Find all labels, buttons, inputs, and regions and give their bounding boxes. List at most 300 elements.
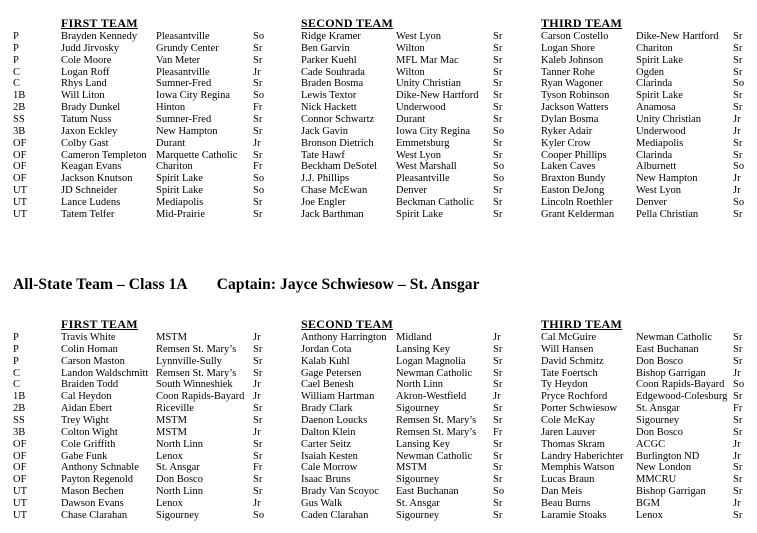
player-school: Remsen St. Mary’s <box>396 414 477 426</box>
player-school: St. Ansgar <box>156 462 200 474</box>
position-label: C <box>13 78 21 90</box>
player-name: J.J. Phillips <box>301 173 350 185</box>
player-name: Keagan Evans <box>61 161 122 173</box>
player-name: Carson Maston <box>61 355 125 367</box>
player-school: Beckman Catholic <box>396 196 474 208</box>
player-year: Fr <box>493 426 503 438</box>
player-name: Ben Garvin <box>301 42 350 54</box>
player-school: Pleasantville <box>156 66 210 78</box>
player-name: Dawson Evans <box>61 497 124 509</box>
player-name: Tatum Nuss <box>61 113 112 125</box>
player-name: Cade Souhrada <box>301 66 365 78</box>
player-name: Lance Ludens <box>61 196 121 208</box>
player-name: Tatem Telfer <box>61 208 115 220</box>
player-year: Sr <box>493 414 503 426</box>
position-label: P <box>13 31 19 42</box>
player-school: Pleasantville <box>396 173 450 185</box>
player-school: Spirit Lake <box>636 54 683 66</box>
player-school: Sumner-Fred <box>156 113 212 125</box>
player-school: Don Bosco <box>156 474 203 486</box>
position-label: OF <box>13 149 27 161</box>
player-school: Unity Christian <box>396 78 462 90</box>
player-name: Nick Hackett <box>301 102 357 114</box>
position-label: OF <box>13 173 27 185</box>
player-year: Sr <box>253 42 263 54</box>
player-year: Jr <box>253 332 261 343</box>
player-name: Laramie Stoaks <box>541 509 607 521</box>
player-name: Isaac Bruns <box>301 474 351 486</box>
player-year: Sr <box>253 149 263 161</box>
player-year: Jr <box>733 438 741 450</box>
player-school: Denver <box>396 185 427 197</box>
player-name: Cole Moore <box>61 54 112 66</box>
player-school: Durant <box>396 113 426 125</box>
position-label: P <box>13 343 19 355</box>
player-year: So <box>493 173 505 185</box>
player-year: Sr <box>733 54 743 66</box>
player-school: West Lyon <box>396 31 441 42</box>
player-name: Dylan Bosma <box>541 113 599 125</box>
player-name: Chase McEwan <box>301 185 368 197</box>
player-name: Daenon Loucks <box>301 414 368 426</box>
player-name: Anthony Harrington <box>301 332 387 343</box>
player-school: Marquette Catholic <box>156 149 238 161</box>
player-year: Sr <box>253 486 263 498</box>
player-year: Sr <box>253 367 263 379</box>
player-name: Cal Heydon <box>61 391 112 403</box>
player-year: So <box>253 185 265 197</box>
player-name: Kaleb Johnson <box>541 54 604 66</box>
player-name: JD Schneider <box>61 185 118 197</box>
player-name: Tyson Robinson <box>541 90 610 102</box>
player-name: Ryan Wagoner <box>541 78 603 90</box>
position-label: UT <box>13 486 27 498</box>
position-label: UT <box>13 497 27 509</box>
player-year: Sr <box>733 343 743 355</box>
player-year: Sr <box>493 474 503 486</box>
player-school: Lenox <box>636 509 663 521</box>
player-name: Rhys Land <box>61 78 107 90</box>
player-name: Tanner Rohe <box>541 66 595 78</box>
player-name: Connor Schwartz <box>301 113 375 125</box>
player-school: MSTM <box>156 414 187 426</box>
player-school: North Linn <box>156 486 203 498</box>
player-name: Braiden Todd <box>61 379 119 391</box>
player-school: Spirit Lake <box>156 185 203 197</box>
player-name: Tate Foertsch <box>541 367 598 379</box>
player-school: Remsen St. Mary’s <box>156 343 237 355</box>
player-name: Easton DeJong <box>541 185 605 197</box>
player-name: Beau Burns <box>541 497 591 509</box>
player-name: Will Hansen <box>541 343 594 355</box>
player-school: Don Bosco <box>636 355 683 367</box>
player-year: Sr <box>733 332 743 343</box>
player-name: Braxton Bundy <box>541 173 606 185</box>
player-school: New Hampton <box>636 173 698 185</box>
player-school: Sigourney <box>636 414 680 426</box>
position-label: 2B <box>13 102 26 114</box>
player-school: West Marshall <box>396 161 457 173</box>
player-year: Sr <box>493 403 503 415</box>
player-name: Bronson Dietrich <box>301 137 374 149</box>
player-school: Newman Catholic <box>396 367 473 379</box>
player-school: Sigourney <box>156 509 200 521</box>
player-school: Bishop Garrigan <box>636 486 706 498</box>
position-label: 1B <box>13 90 26 102</box>
player-year: Sr <box>493 185 503 197</box>
player-school: Coon Rapids-Bayard <box>636 379 725 391</box>
player-name: Joe Engler <box>301 196 346 208</box>
player-year: Jr <box>253 391 261 403</box>
player-school: St. Ansgar <box>396 497 440 509</box>
player-name: Laken Caves <box>541 161 596 173</box>
player-name: Jackson Knutson <box>61 173 133 185</box>
player-name: Aidan Ebert <box>61 403 113 415</box>
player-year: Sr <box>493 54 503 66</box>
position-label: OF <box>13 438 27 450</box>
player-school: Van Meter <box>156 54 201 66</box>
player-name: Lincoln Roethler <box>541 196 613 208</box>
player-year: Jr <box>253 426 261 438</box>
player-year: Sr <box>493 196 503 208</box>
player-year: Sr <box>253 125 263 137</box>
player-name: Braden Bosma <box>301 78 364 90</box>
player-school: MSTM <box>156 426 187 438</box>
player-year: Sr <box>493 497 503 509</box>
player-school: Lansing Key <box>396 438 450 450</box>
player-year: Jr <box>733 367 741 379</box>
player-name: Cole McKay <box>541 414 595 426</box>
player-school: North Linn <box>156 438 203 450</box>
player-school: Dike-New Hartford <box>636 31 719 42</box>
player-name: Landon Waldschmitt <box>61 367 149 379</box>
position-label: C <box>13 367 21 379</box>
position-label: OF <box>13 474 27 486</box>
player-school: West Lyon <box>636 185 681 197</box>
player-school: Sigourney <box>396 474 440 486</box>
player-school: Clarinda <box>636 78 673 90</box>
player-name: Ty Heydon <box>541 379 588 391</box>
player-name: Caden Clarahan <box>301 509 369 521</box>
player-name: Porter Schwiesow <box>541 403 618 415</box>
player-name: Judd Jirvosky <box>61 42 120 54</box>
player-year: Sr <box>733 509 743 521</box>
player-year: Sr <box>493 450 503 462</box>
player-year: Sr <box>253 343 263 355</box>
player-year: Sr <box>253 113 263 125</box>
player-year: Sr <box>733 149 743 161</box>
player-year: Sr <box>493 462 503 474</box>
player-year: Fr <box>733 403 743 415</box>
player-name: Payton Regenold <box>61 474 134 486</box>
player-year: Sr <box>493 42 503 54</box>
position-label: C <box>13 66 21 78</box>
player-school: Underwood <box>396 102 446 114</box>
player-name: Brady Clark <box>301 403 353 415</box>
player-year: Sr <box>493 509 503 521</box>
position-label: P <box>13 332 19 343</box>
player-school: Mediapolis <box>636 137 684 149</box>
bottom-first-team-heading: FIRST TEAM <box>61 317 138 331</box>
player-year: Sr <box>493 208 503 220</box>
player-name: Logan Roff <box>61 66 110 78</box>
player-school: Denver <box>636 196 667 208</box>
player-year: Sr <box>253 54 263 66</box>
player-name: Travis White <box>61 332 116 343</box>
player-school: MFL Mar Mac <box>396 54 459 66</box>
player-name: Anthony Schnable <box>61 462 139 474</box>
bottom-third-team-heading: THIRD TEAM <box>541 317 623 331</box>
player-year: So <box>253 173 265 185</box>
player-school: Riceville <box>156 403 194 415</box>
player-school: New London <box>636 462 692 474</box>
player-name: Cael Benesh <box>301 379 354 391</box>
player-school: South Winneshiek <box>156 379 233 391</box>
player-year: Sr <box>493 343 503 355</box>
player-year: So <box>733 161 745 173</box>
position-label: UT <box>13 208 27 220</box>
player-name: Jordan Cota <box>301 343 352 355</box>
player-school: Newman Catholic <box>636 332 713 343</box>
player-name: Mason Bechen <box>61 486 124 498</box>
player-name: Logan Shore <box>541 42 595 54</box>
player-school: Burlington ND <box>636 450 700 462</box>
player-name: Parker Kuehl <box>301 54 357 66</box>
player-name: Memphis Watson <box>541 462 615 474</box>
player-school: Midland <box>396 332 432 343</box>
player-year: Sr <box>253 438 263 450</box>
player-year: Sr <box>253 450 263 462</box>
player-name: Jaxon Eckley <box>61 125 118 137</box>
position-label: P <box>13 355 19 367</box>
player-year: Jr <box>493 332 501 343</box>
player-name: Lucas Braun <box>541 474 595 486</box>
player-name: Kalab Kuhl <box>301 355 350 367</box>
player-school: Dike-New Hartford <box>396 90 479 102</box>
player-school: BGM <box>636 497 660 509</box>
player-year: Sr <box>253 414 263 426</box>
player-year: Fr <box>253 102 263 114</box>
player-name: Lewis Textor <box>301 90 357 102</box>
player-school: ACGC <box>636 438 666 450</box>
player-name: Jackson Watters <box>541 102 609 114</box>
player-school: East Buchanan <box>636 343 699 355</box>
position-label: OF <box>13 450 27 462</box>
player-school: Chariton <box>636 42 673 54</box>
player-year: So <box>733 196 745 208</box>
player-name: Brady Dunkel <box>61 102 121 114</box>
player-year: So <box>493 125 505 137</box>
player-name: Carter Seitz <box>301 438 351 450</box>
player-school: Clarinda <box>636 149 673 161</box>
top-second-team-heading: SECOND TEAM <box>301 16 394 30</box>
player-year: Sr <box>733 102 743 114</box>
player-year: Sr <box>733 474 743 486</box>
position-label: 1B <box>13 391 26 403</box>
position-label: P <box>13 54 19 66</box>
position-label: OF <box>13 137 27 149</box>
player-school: Hinton <box>156 102 186 114</box>
player-year: Jr <box>253 66 261 78</box>
all-state-title <box>13 276 480 294</box>
player-school: Sigourney <box>396 509 440 521</box>
player-name: Thomas Skram <box>541 438 605 450</box>
position-label: SS <box>13 414 25 426</box>
position-label: UT <box>13 509 27 521</box>
player-year: Jr <box>733 113 741 125</box>
player-name: Colby Gast <box>61 137 109 149</box>
player-school: MSTM <box>396 462 427 474</box>
player-name: Brayden Kennedy <box>61 31 138 42</box>
player-year: Sr <box>493 31 503 42</box>
player-year: Sr <box>493 438 503 450</box>
position-label: SS <box>13 113 25 125</box>
position-label: C <box>13 379 21 391</box>
player-year: Sr <box>493 379 503 391</box>
player-year: So <box>493 161 505 173</box>
player-school: Alburnett <box>636 161 677 173</box>
player-name: Jack Gavin <box>301 125 348 137</box>
player-year: Jr <box>493 391 501 403</box>
player-school: Iowa City Regina <box>396 125 471 137</box>
player-name: Gage Petersen <box>301 367 362 379</box>
player-name: Pryce Rochford <box>541 391 608 403</box>
player-name: Cooper Phillips <box>541 149 607 161</box>
player-school: Remsen St. Mary’s <box>156 367 237 379</box>
player-year: Sr <box>733 414 743 426</box>
player-name: Cal McGuire <box>541 332 597 343</box>
player-school: Lenox <box>156 450 183 462</box>
player-name: Brady Van Scoyoc <box>301 486 379 498</box>
player-name: Cameron Templeton <box>61 149 147 161</box>
position-label: 3B <box>13 426 26 438</box>
player-school: Emmetsburg <box>396 137 450 149</box>
player-school: MMCRU <box>636 474 677 486</box>
player-year: Sr <box>733 391 743 403</box>
player-name: Trey Wight <box>61 414 109 426</box>
player-name: Jack Barthman <box>301 208 364 220</box>
player-year: Sr <box>733 137 743 149</box>
player-year: Sr <box>493 367 503 379</box>
player-year: Fr <box>253 462 263 474</box>
player-school: Spirit Lake <box>396 208 443 220</box>
player-year: Sr <box>733 42 743 54</box>
player-year: Sr <box>253 78 263 90</box>
position-label: 2B <box>13 403 26 415</box>
bottom-second-team-heading: SECOND TEAM <box>301 317 394 331</box>
player-year: Sr <box>493 90 503 102</box>
player-year: Jr <box>733 185 741 197</box>
player-name: Gus Walk <box>301 497 343 509</box>
player-year: Sr <box>733 31 743 42</box>
player-school: Durant <box>156 137 186 149</box>
player-year: Sr <box>493 137 503 149</box>
position-label: OF <box>13 161 27 173</box>
player-school: Mediapolis <box>156 196 204 208</box>
player-year: So <box>253 90 265 102</box>
player-school: Lynnville-Sully <box>156 355 222 367</box>
player-year: Jr <box>733 450 741 462</box>
player-name: Colton Wight <box>61 426 118 438</box>
player-name: Kyler Crow <box>541 137 591 149</box>
player-school: St. Ansgar <box>636 403 680 415</box>
player-year: Sr <box>493 113 503 125</box>
player-name: Tate Hawf <box>301 149 345 161</box>
player-school: Pleasantville <box>156 31 210 42</box>
player-year: Sr <box>253 196 263 208</box>
player-year: Sr <box>733 426 743 438</box>
position-label: P <box>13 42 19 54</box>
player-year: Jr <box>733 125 741 137</box>
player-year: Sr <box>733 486 743 498</box>
player-school: Bishop Garrigan <box>636 367 706 379</box>
player-year: Sr <box>733 355 743 367</box>
player-year: Sr <box>733 66 743 78</box>
player-school: MSTM <box>156 332 187 343</box>
player-school: Newman Catholic <box>396 450 473 462</box>
player-name: Dalton Klein <box>301 426 356 438</box>
player-name: Dan Meis <box>541 486 583 498</box>
player-school: Spirit Lake <box>636 90 683 102</box>
player-name: Grant Kelderman <box>541 208 615 220</box>
player-name: Cale Morrow <box>301 462 358 474</box>
player-school: Underwood <box>636 125 686 137</box>
player-year: Sr <box>253 474 263 486</box>
player-year: Sr <box>493 66 503 78</box>
player-school: Spirit Lake <box>156 173 203 185</box>
player-name: Carson Costello <box>541 31 609 42</box>
player-name: Will Liton <box>61 90 105 102</box>
position-label: UT <box>13 185 27 197</box>
player-year: Sr <box>493 355 503 367</box>
player-school: Sigourney <box>396 403 440 415</box>
player-year: Sr <box>733 90 743 102</box>
player-name: Gabe Funk <box>61 450 108 462</box>
player-name: David Schmitz <box>541 355 604 367</box>
player-year: So <box>253 509 265 521</box>
player-year: So <box>493 486 505 498</box>
player-school: Grundy Center <box>156 42 219 54</box>
player-school: Edgewood-Colesburg <box>636 391 728 403</box>
player-name: Ryker Adair <box>541 125 593 137</box>
player-school: Akron-Westfield <box>396 391 467 403</box>
player-year: Jr <box>733 497 741 509</box>
player-school: Pella Christian <box>636 208 699 220</box>
player-name: William Hartman <box>301 391 375 403</box>
player-school: East Buchanan <box>396 486 459 498</box>
player-year: Sr <box>733 208 743 220</box>
player-year: So <box>733 78 745 90</box>
player-year: Sr <box>253 403 263 415</box>
top-first-team-heading: FIRST TEAM <box>61 16 138 30</box>
player-name: Ridge Kramer <box>301 31 361 42</box>
player-school: West Lyon <box>396 149 441 161</box>
player-name: Isaiah Kesten <box>301 450 358 462</box>
player-name: Cole Griffith <box>61 438 116 450</box>
player-name: Jaren Lauver <box>541 426 596 438</box>
player-year: Fr <box>253 161 263 173</box>
player-school: Unity Christian <box>636 113 702 125</box>
player-school: Lansing Key <box>396 343 450 355</box>
player-name: Beckham DeSotel <box>301 161 378 173</box>
player-school: Wilton <box>396 66 425 78</box>
player-school: North Linn <box>396 379 443 391</box>
position-label: 3B <box>13 125 26 137</box>
player-year: Sr <box>493 149 503 161</box>
player-school: Sumner-Fred <box>156 78 212 90</box>
player-year: Jr <box>253 497 261 509</box>
player-year: So <box>733 379 745 391</box>
